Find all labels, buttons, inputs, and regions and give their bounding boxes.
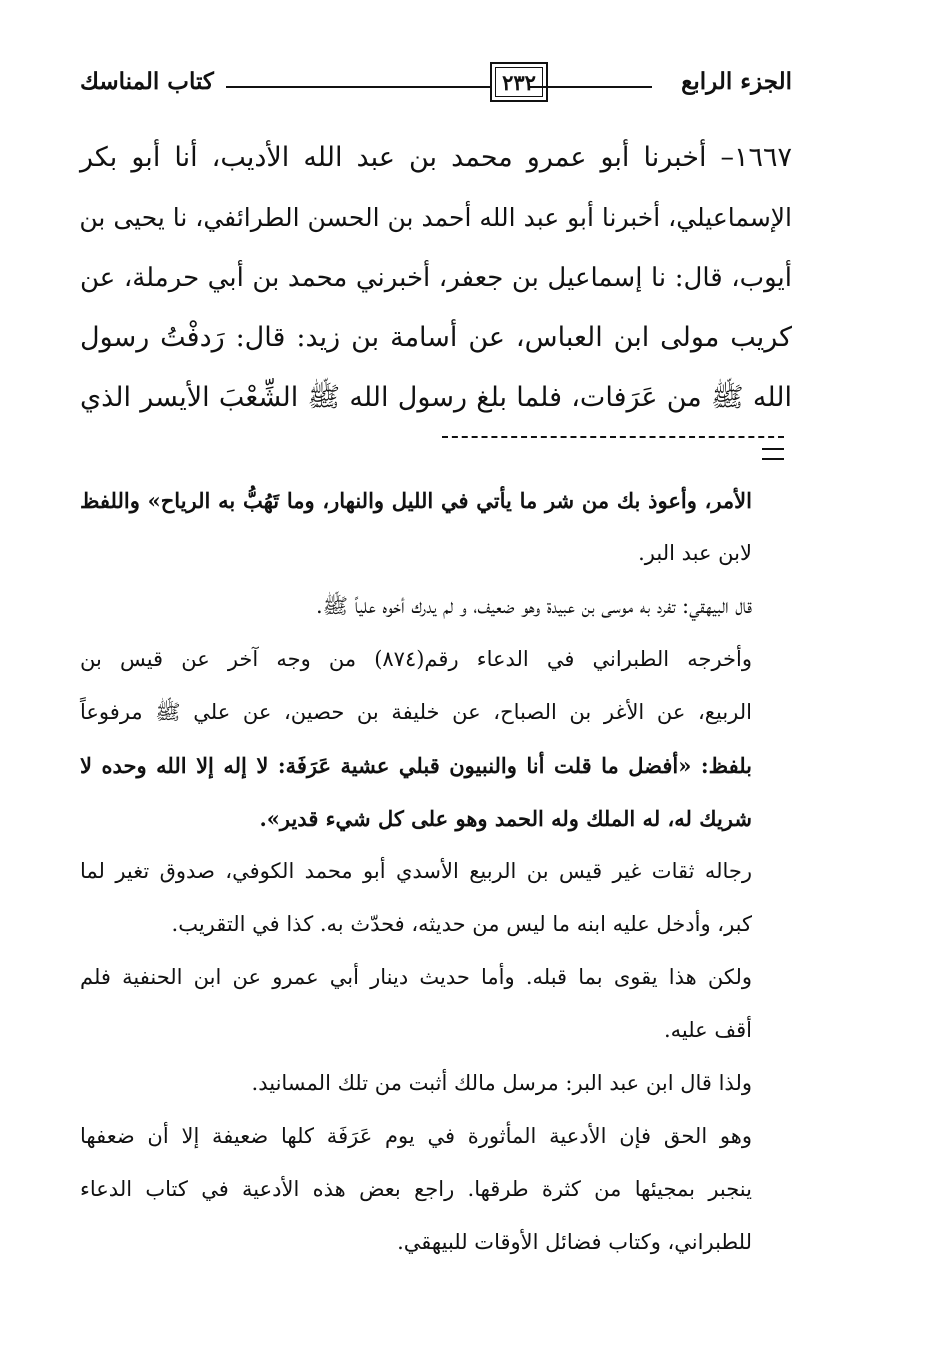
book-title: كتاب المناسك bbox=[80, 68, 214, 95]
continuation-mark bbox=[762, 448, 784, 460]
footnote-line: ولذا قال ابن عبد البر: مرسل مالك أثبت من تلك المسانيد. bbox=[251, 1071, 752, 1095]
footnote-line: رجاله ثقات غير قيس بن الربيع الأسدي أبو محمد الكوفي، صدوق تغير لما bbox=[80, 859, 752, 883]
footnote-line: ينجبر بمجيئها من كثرة طرقها. راجع بعض هذه الأدعية في كتاب الدعاء bbox=[80, 1177, 752, 1201]
main-text-line: الإسماعيلي، أخبرنا أبو عبد الله أحمد بن الحسن الطرائفي، نا يحيى بن bbox=[79, 203, 792, 232]
main-text-line: الله ﷺ من عَرَفات، فلما بلغ رسول الله ﷺ الشِّعْبَ الأيسر الذي bbox=[80, 382, 792, 413]
footnote-line: وأخرجه الطبراني في الدعاء رقم(٨٧٤) من وجه آخر عن قيس بن bbox=[80, 647, 752, 671]
footnote-line: كبر، وأدخل عليه ابنه ما ليس من حديثه، فحدّث به. كذا في التقريب. bbox=[171, 912, 752, 936]
footnotes bbox=[80, 474, 752, 1269]
main-text-line: ١٦٦٧– أخبرنا أبو عمرو محمد بن عبد الله الأديب، أنا أبو بكر bbox=[80, 142, 792, 173]
footnote-line: قال البيهقي: تفرد به موسى بن عبيدة وهو ضعيف، و لم يدرك أخوه علياً ﷺ. bbox=[315, 594, 752, 618]
footnote-line: شريك له، له الملك وله الحمد وهو على كل شيء قدير». bbox=[259, 806, 752, 831]
header-rule-left bbox=[226, 86, 491, 88]
volume-title: الجزء الرابع bbox=[681, 68, 792, 95]
footnote-divider bbox=[442, 436, 784, 438]
main-text-line: كريب مولى ابن العباس، عن أسامة بن زيد: قال: رَدفْتُ رسول bbox=[80, 322, 792, 353]
footnote-line: الربيع، عن الأغر بن الصباح، عن خليفة بن حصين، عن علي ﷺ مرفوعاً bbox=[80, 700, 752, 724]
main-text bbox=[80, 128, 792, 428]
footnote-line: الأمر، وأعوذ بك من شر ما يأتي في الليل والنهار، وما تَهُبُّ به الرياح» واللفظ bbox=[80, 488, 752, 513]
footnote-line: للطبراني، وكتاب فضائل الأوقات للبيهقي. bbox=[397, 1230, 752, 1254]
main-text-line: أيوب، قال: نا إسماعيل بن جعفر، أخبرني محمد بن أبي حرملة، عن bbox=[80, 263, 792, 293]
footnote-line: لابن عبد البر. bbox=[638, 541, 752, 565]
page-number: ٢٣٢ bbox=[495, 67, 543, 97]
footnote-line: ولكن هذا يقوى بما قبله. وأما حديث دينار أبي عمرو عن ابن الحنفية فلم bbox=[80, 965, 752, 989]
footnote-line: وهو الحق فإن الأدعية المأثورة في يوم عَرَفَة كلها ضعيفة إلا أن ضعفها bbox=[80, 1124, 752, 1148]
footnote-line: بلفظ: «أفضل ما قلت أنا والنبيون قبلي عشية عَرَفَة: لا إله إلا الله وحده لا bbox=[80, 753, 752, 778]
running-header bbox=[80, 60, 792, 110]
footnote-line: أقف عليه. bbox=[663, 1018, 752, 1042]
page-number-box bbox=[490, 62, 548, 102]
